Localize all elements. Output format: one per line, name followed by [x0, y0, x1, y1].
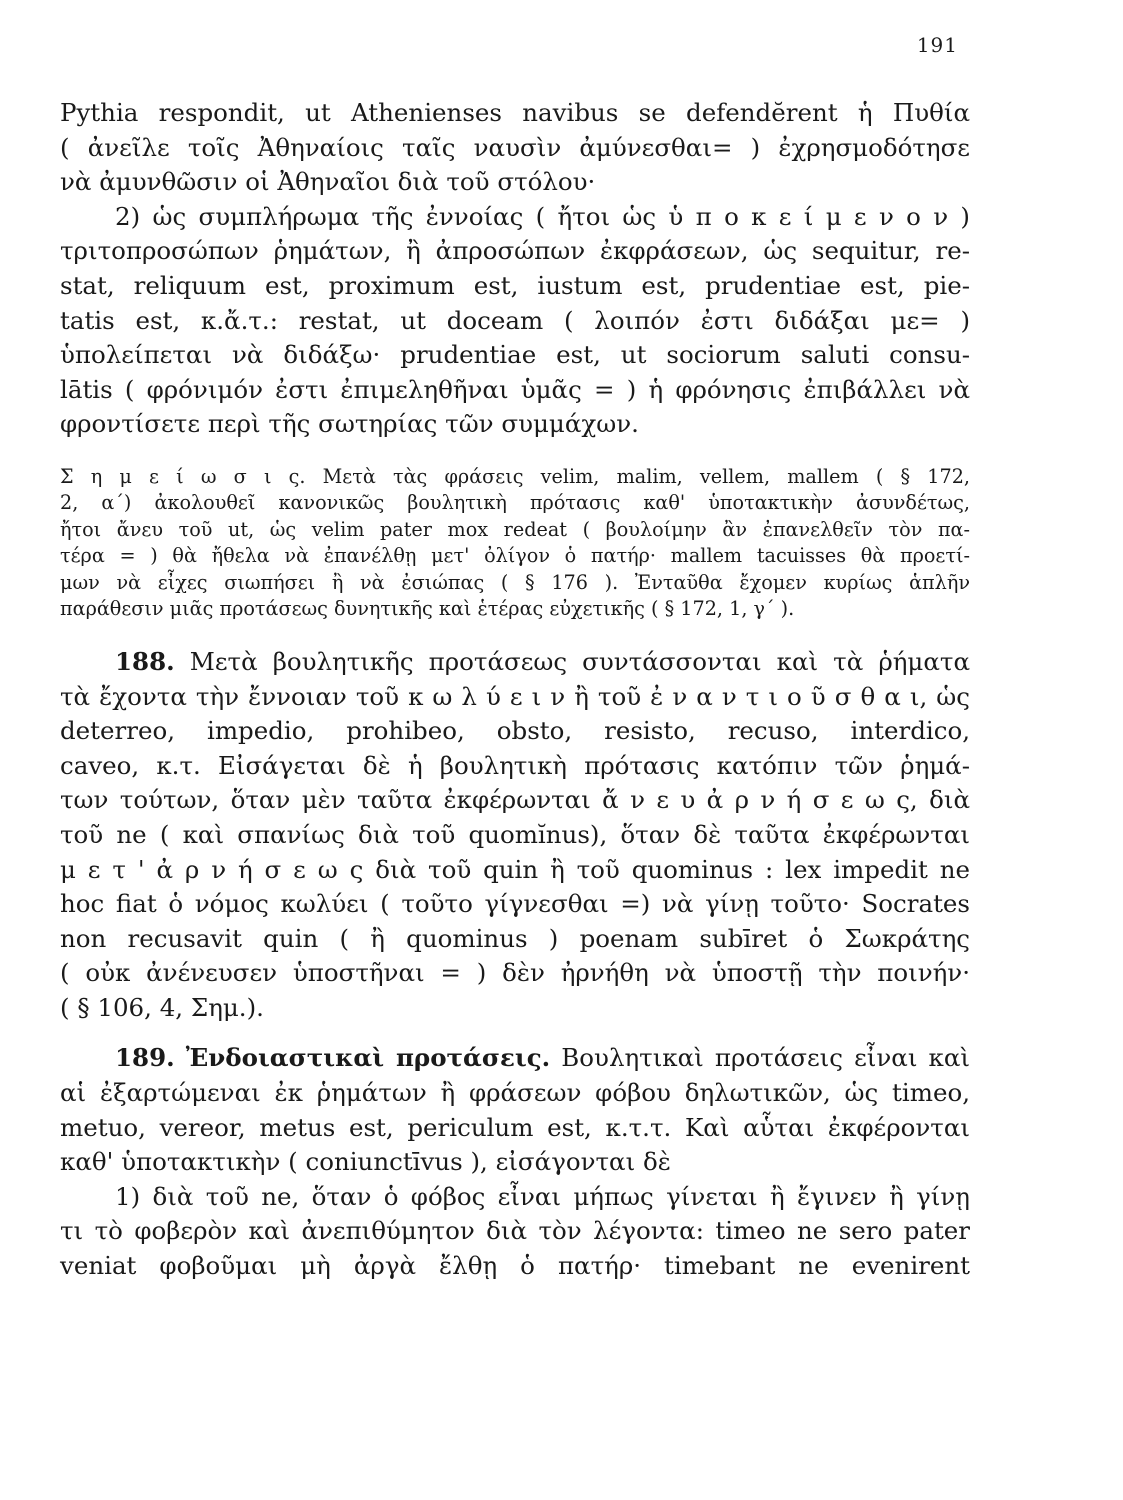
body-text [60, 96, 970, 1284]
text-line: νὰ ἀμυνθῶσιν οἱ Ἀθηναῖοι διὰ τοῦ στόλου· [60, 167, 596, 197]
note-line: ἤτοι ἄνευ τοῦ ut, ὡς velim pater mox redeat ( βουλοίμην ἂν ἐπανελθεῖν τὸν πα- [60, 517, 970, 541]
text-line [60, 1041, 970, 1076]
text-line: stat, reliquum est, proximum est, iustum est, prudentiae est, pie- [60, 270, 970, 300]
text-line: ὑπολείπεται νὰ διδάξω· prudentiae est, ut sociorum saluti consu- [60, 340, 970, 370]
section-number: 188. [115, 646, 175, 676]
text-line: deterreo, impedio, prohibeo, obsto, resisto, recuso, interdico, [60, 716, 970, 746]
text-line: ( § 106, 4, Σημ.). [60, 992, 264, 1022]
text-line: ( οὐκ ἀνένευσεν ὑποστῆναι = ) δὲν ἠρνήθη νὰ ὑποστῇ τὴν ποινήν· [60, 958, 970, 988]
text-line: τριτοπροσώπων ῥημάτων, ἢ ἀπροσώπων ἐκφράσεων, ὡς sequitur, re- [60, 236, 970, 266]
text-line: lātis ( φρόνιμόν ἐστι ἐπιμεληθῆναι ὑμᾶς = ) ἡ φρόνησις ἐπιβάλλει νὰ [60, 374, 970, 404]
note-line: τέρα = ) θὰ ἤθελα νὰ ἐπανέλθῃ μετ' ὀλίγον ὁ πατήρ· mallem tacuisses θὰ προετί- [60, 544, 970, 568]
text-line: non recusavit quin ( ἢ quominus ) poenam subīret ὁ Σωκράτης [60, 923, 970, 953]
note-line: μων νὰ εἶχες σιωπήσει ἢ νὰ ἐσιώπας ( § 176 ). Ἐνταῦθα ἔχομεν κυρίως ἁπλῆν [60, 570, 970, 594]
note-block [60, 464, 970, 623]
text-line: Pythia respondit, ut Athenienses navibus se defendĕrent ἡ Πυθία [60, 98, 970, 127]
text-line: veniat φοβοῦμαι μὴ ἀργὰ ἔλθῃ ὁ πατήρ· timebant ne evenirent [60, 1251, 970, 1281]
section-189 [60, 1041, 970, 1283]
paragraph-continuation [60, 96, 970, 442]
text-line: caveo, κ.τ. Εἰσάγεται δὲ ἡ βουλητικὴ πρότασις κατόπιν τῶν ῥημά- [60, 750, 970, 780]
note-line: 2, α΄) ἀκολουθεῖ κανονικῶς βουλητικὴ πρότασις καθ' ὑποτακτικὴν ἀσυνδέτως, [60, 491, 970, 515]
text-line: 1) διὰ τοῦ ne, ὅταν ὁ φόβος εἶναι μήπως γίνεται ἢ ἔγινεν ἢ γίνῃ [115, 1181, 970, 1211]
text-line: φροντίσετε περὶ τῆς σωτηρίας τῶν συμμάχων. [60, 409, 639, 439]
note-line: παράθεσιν μιᾶς προτάσεως δυνητικῆς καὶ ἑτέρας εὐχετικῆς ( § 172, 1, γ΄ ). [60, 597, 795, 621]
text-line: των τούτων, ὅταν μὲν ταῦτα ἐκφέρωνται ἄ ν ε υ ἀ ρ ν ή σ ε ω ς, διὰ [60, 785, 970, 815]
text-line [60, 645, 970, 680]
section-number: 189. [115, 1043, 175, 1073]
text-line: τι τὸ φοβερὸν καὶ ἀνεπιθύμητον διὰ τὸν λέγοντα: timeo ne sero pater [60, 1216, 970, 1246]
text-line: τὰ ἔχοντα τὴν ἔννοιαν τοῦ κ ω λ ύ ε ι ν ἢ τοῦ ἐ ν α ν τ ι ο ῦ σ θ α ι, ὡς [60, 681, 970, 711]
text-line: hoc fiat ὁ νόμος κωλύει ( τοῦτο γίγνεσθαι =) νὰ γίνῃ τοῦτο· Socrates [60, 889, 970, 919]
text-line: tatis est, κ.ἄ.τ.: restat, ut doceam ( λοιπόν ἐστι διδάξαι με= ) [60, 305, 970, 335]
page-number: 191 [916, 33, 958, 57]
text-line: 2) ὡς συμπλήρωμα τῆς ἐννοίας ( ἤτοι ὡς ὑ π ο κ ε ί μ ε ν ο ν ) [115, 201, 970, 231]
section-text: Μετὰ βουλητικῆς προτάσεως συντάσσονται καὶ τὰ ῥήματα [189, 646, 970, 676]
section-heading: Ἐνδοιαστικαὶ προτάσεις. [185, 1043, 551, 1073]
text-line: καθ' ὑποτακτικὴν ( coniunctīvus ), εἰσάγονται δὲ [60, 1147, 671, 1177]
text-line: τοῦ ne ( καὶ σπανίως διὰ τοῦ quomĭnus), ὅταν δὲ ταῦτα ἐκφέρωνται [60, 819, 970, 849]
text-line: metuo, vereor, metus est, periculum est, κ.τ.τ. Καὶ αὗται ἐκφέρονται [60, 1112, 970, 1142]
text-line: αἱ ἐξαρτώμεναι ἐκ ῥημάτων ἢ φράσεων φόβου δηλωτικῶν, ὡς timeo, [60, 1078, 970, 1108]
note-line: Σ η μ ε ί ω σ ι ς. Μετὰ τὰς φράσεις velim, malim, vellem, mallem ( § 172, [60, 464, 970, 488]
text-line: μ ε τ ' ἀ ρ ν ή σ ε ω ς διὰ τοῦ quin ἢ τοῦ quominus : lex impedit ne [60, 854, 970, 884]
section-text: Βουλητικαὶ προτάσεις εἶναι καὶ [561, 1043, 971, 1073]
section-188 [60, 645, 970, 1026]
text-line: ( ἀνεῖλε τοῖς Ἀθηναίοις ταῖς ναυσὶν ἀμύνεσθαι= ) ἐχρησμοδότησε [60, 132, 970, 162]
